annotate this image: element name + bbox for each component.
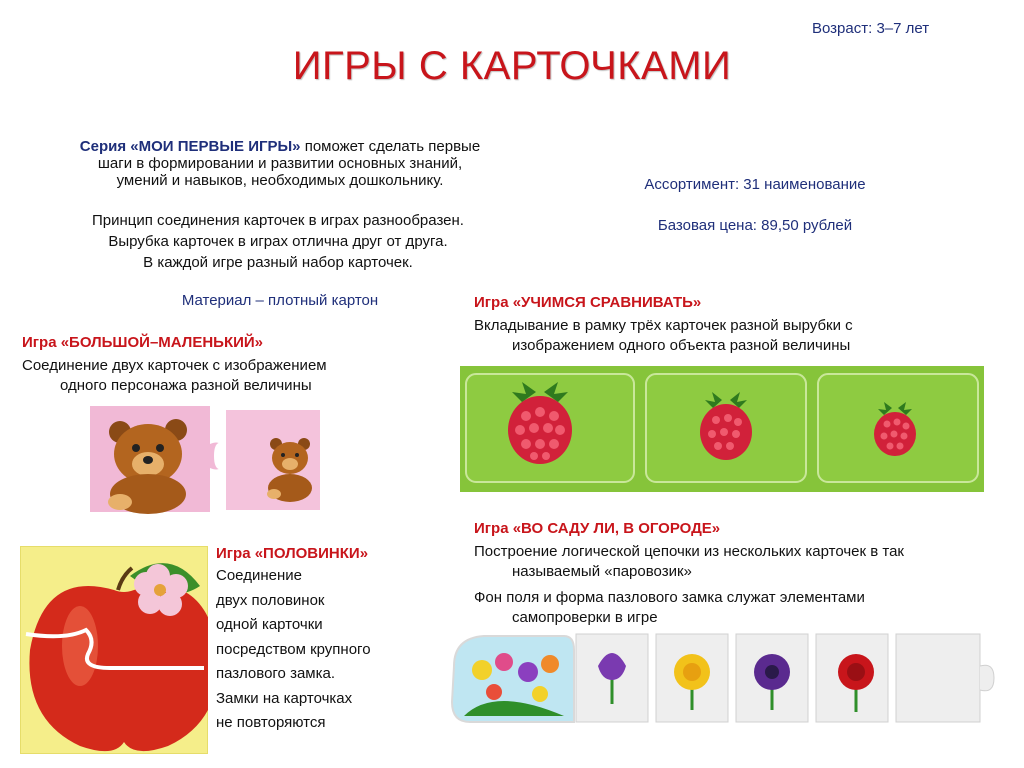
- halves-line-2: двух половинок: [216, 591, 325, 609]
- game-garden-desc-1: Построение логической цепочки из нескольких карточек в так: [474, 543, 904, 560]
- halves-line-7: не повторяются: [216, 714, 326, 731]
- halves-line-3: одной карточки: [216, 616, 323, 633]
- series-text-2: шаги в формировании и развитии основных знаний,: [97, 155, 463, 172]
- halves-line-1: Соединение: [216, 567, 302, 584]
- game-halves-title: Игра «ПОЛОВИНКИ»: [216, 545, 369, 562]
- big-bear-icon: [108, 419, 187, 514]
- bear-cards-image: [90, 404, 322, 514]
- principle-line-2: Вырубка карточек в играх отлична друг от друга.: [108, 233, 448, 250]
- game-big-small-desc-1: Соединение двух карточек с изображением: [22, 357, 327, 374]
- game-halves-desc: [216, 564, 456, 736]
- halves-line-4: посредством крупного: [216, 640, 371, 658]
- flower-chain-image: [442, 626, 996, 730]
- price-info: Базовая цена: 89,50 рублей: [657, 217, 853, 234]
- series-text-3: умений и навыков, необходимых дошкольнику.: [116, 172, 444, 189]
- game-compare-desc-2: изображением одного объекта разной величины: [512, 337, 851, 354]
- game-compare-title: Игра «УЧИМСЯ СРАВНИВАТЬ»: [474, 294, 702, 311]
- game-big-small-desc-2: одного персонажа разной величины: [60, 377, 312, 394]
- game-garden: [474, 520, 1004, 628]
- game-garden-desc-3: Фон поля и форма пазлового замка служат элементами: [474, 589, 865, 606]
- game-garden-desc-2: называемый «паровозик»: [512, 563, 692, 580]
- raspberry-board-image: [460, 366, 984, 492]
- game-compare: [474, 294, 994, 356]
- page-title: ИГРЫ С КАРТОЧКАМИ: [292, 44, 732, 88]
- principle-block: [40, 210, 516, 273]
- apple-halves-image: [20, 546, 208, 754]
- halves-line-5: пазлового замка.: [216, 665, 335, 682]
- game-big-small: [22, 334, 442, 396]
- age-label: Возраст: 3–7 лет: [812, 20, 930, 37]
- material-note: Материал – плотный картон: [181, 292, 379, 309]
- game-garden-desc-4: самопроверки в игре: [512, 609, 658, 626]
- series-intro: [40, 138, 520, 189]
- game-compare-desc-1: Вкладывание в рамку трёх карточек разной вырубки с: [474, 317, 853, 334]
- game-halves: [216, 545, 456, 736]
- principle-line-1: Принцип соединения карточек в играх разнообразен.: [92, 212, 464, 229]
- series-name: Серия «МОИ ПЕРВЫЕ ИГРЫ»: [79, 138, 301, 155]
- halves-line-6: Замки на карточках: [216, 689, 353, 707]
- game-garden-title: Игра «ВО САДУ ЛИ, В ОГОРОДЕ»: [474, 520, 721, 537]
- principle-line-3: В каждой игре разный набор карточек.: [143, 254, 413, 271]
- assortment-info: Ассортимент: 31 наименование: [644, 176, 866, 193]
- game-big-small-title: Игра «БОЛЬШОЙ–МАЛЕНЬКИЙ»: [22, 334, 264, 351]
- series-text-1: поможет сделать первые: [300, 138, 481, 155]
